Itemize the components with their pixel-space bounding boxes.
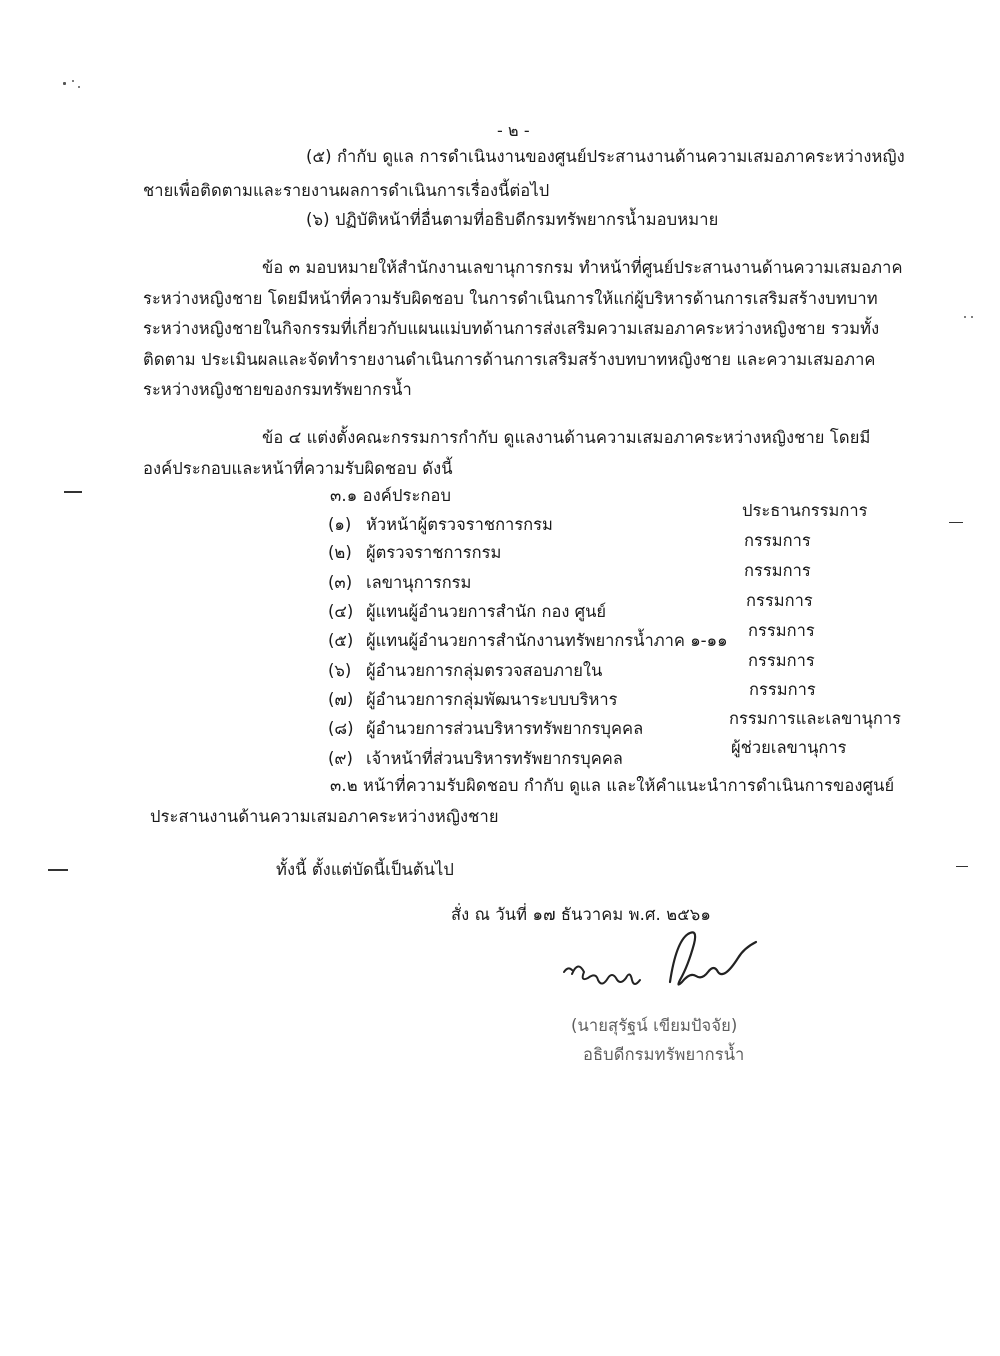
clause3-line5: ระหว่างหญิงชายของกรมทรัพยากรน้ำ bbox=[143, 380, 412, 399]
member-name: ผู้อำนวยการกลุ่มพัฒนาระบบบริหาร bbox=[366, 690, 618, 709]
member-name: เลขานุการกรม bbox=[366, 573, 472, 592]
member-name: เจ้าหน้าที่ส่วนบริหารทรัพยากรบุคคล bbox=[366, 749, 623, 768]
member-role: กรรมการ bbox=[748, 651, 815, 670]
member-name: ผู้แทนผู้อำนวยการสำนัก กอง ศูนย์ bbox=[366, 602, 607, 621]
member-number: (๖) bbox=[328, 661, 352, 680]
member-name: ผู้อำนวยการส่วนบริหารทรัพยากรบุคคล bbox=[366, 719, 644, 738]
clause3-line4: ติดตาม ประเมินผลและจัดทำรายงานดำเนินการด้านการเสริมสร้างบทบาทหญิงชาย และความเสมอภาค bbox=[143, 350, 876, 369]
duties-line2: ประสานงานด้านความเสมอภาคระหว่างหญิงชาย bbox=[150, 807, 499, 826]
signer-name: (นายสุรัฐน์ เขียมปัจจัย) bbox=[571, 1016, 738, 1035]
order-date: สั่ง ณ วันที่ ๑๗ ธันวาคม พ.ศ. ๒๕๖๑ bbox=[451, 905, 711, 924]
item-5-line2: ชายเพื่อติดตามและรายงานผลการดำเนินการเรื่องนี้ต่อไป bbox=[143, 181, 550, 200]
member-number: (๒) bbox=[328, 543, 352, 562]
scan-speck bbox=[63, 82, 66, 85]
scan-speck bbox=[72, 80, 74, 82]
effective-statement: ทั้งนี้ ตั้งแต่บัดนี้เป็นต้นไป bbox=[276, 860, 455, 879]
scan-mark bbox=[949, 522, 963, 523]
signer-title: อธิบดีกรมทรัพยากรน้ำ bbox=[583, 1045, 745, 1064]
scan-speck bbox=[964, 316, 966, 318]
item-5-line1: (๕) กำกับ ดูแล การดำเนินงานของศูนย์ประสานงานด้านความเสมอภาคระหว่างหญิง bbox=[306, 147, 905, 166]
member-number: (๗) bbox=[328, 690, 354, 709]
clause3-line3: ระหว่างหญิงชายในกิจกรรมที่เกี่ยวกับแผนแม่บทด้านการส่งเสริมความเสมอภาคระหว่างหญิงชาย รวมทั้ง bbox=[143, 319, 880, 338]
clause3-line1: ข้อ ๓ มอบหมายให้สำนักงานเลขานุการกรม ทำหน้าที่ศูนย์ประสานงานด้านความเสมอภาค bbox=[262, 258, 903, 277]
scan-mark bbox=[64, 491, 82, 493]
member-role: ผู้ช่วยเลขานุการ bbox=[731, 738, 847, 757]
composition-heading: ๓.๑ องค์ประกอบ bbox=[330, 486, 452, 505]
member-number: (๙) bbox=[328, 749, 353, 768]
item-6-line: (๖) ปฏิบัติหน้าที่อื่นตามที่อธิบดีกรมทรัพยากรน้ำมอบหมาย bbox=[306, 210, 719, 229]
member-number: (๔) bbox=[328, 602, 354, 621]
clause4-line1: ข้อ ๔ แต่งตั้งคณะกรรมการกำกับ ดูแลงานด้านความเสมอภาคระหว่างหญิงชาย โดยมี bbox=[262, 428, 871, 447]
member-role: กรรมการ bbox=[748, 621, 815, 640]
member-name: ผู้แทนผู้อำนวยการสำนักงานทรัพยากรน้ำภาค ๑-๑๑ bbox=[366, 631, 728, 650]
scan-speck bbox=[78, 86, 80, 88]
page-number: - ๒ - bbox=[497, 121, 530, 140]
scan-mark bbox=[48, 869, 68, 871]
member-number: (๘) bbox=[328, 719, 354, 738]
signature-image bbox=[560, 922, 800, 1012]
member-role: กรรมการ bbox=[749, 680, 816, 699]
clause3-line2: ระหว่างหญิงชาย โดยมีหน้าที่ความรับผิดชอบ ในการดำเนินการให้แก่ผู้บริหารด้านการเสริมสร้างบทบาท bbox=[143, 289, 878, 308]
scan-speck bbox=[971, 316, 973, 318]
member-number: (๓) bbox=[328, 573, 353, 592]
member-role: กรรมการ bbox=[744, 561, 811, 580]
member-name: หัวหน้าผู้ตรวจราชการกรม bbox=[366, 515, 553, 534]
member-role: ประธานกรรมการ bbox=[742, 501, 868, 520]
member-role: กรรมการ bbox=[744, 531, 811, 550]
duties-line1: ๓.๒ หน้าที่ความรับผิดชอบ กำกับ ดูแล และให้คำแนะนำการดำเนินการของศูนย์ bbox=[330, 776, 895, 795]
member-role: กรรมการ bbox=[746, 591, 813, 610]
member-role: กรรมการและเลขานุการ bbox=[729, 709, 902, 728]
member-name: ผู้อำนวยการกลุ่มตรวจสอบภายใน bbox=[366, 661, 603, 680]
member-number: (๕) bbox=[328, 631, 354, 650]
member-number: (๑) bbox=[328, 515, 352, 534]
scan-mark bbox=[956, 866, 968, 867]
member-name: ผู้ตรวจราชการกรม bbox=[366, 543, 502, 562]
clause4-line2: องค์ประกอบและหน้าที่ความรับผิดชอบ ดังนี้ bbox=[143, 459, 453, 478]
